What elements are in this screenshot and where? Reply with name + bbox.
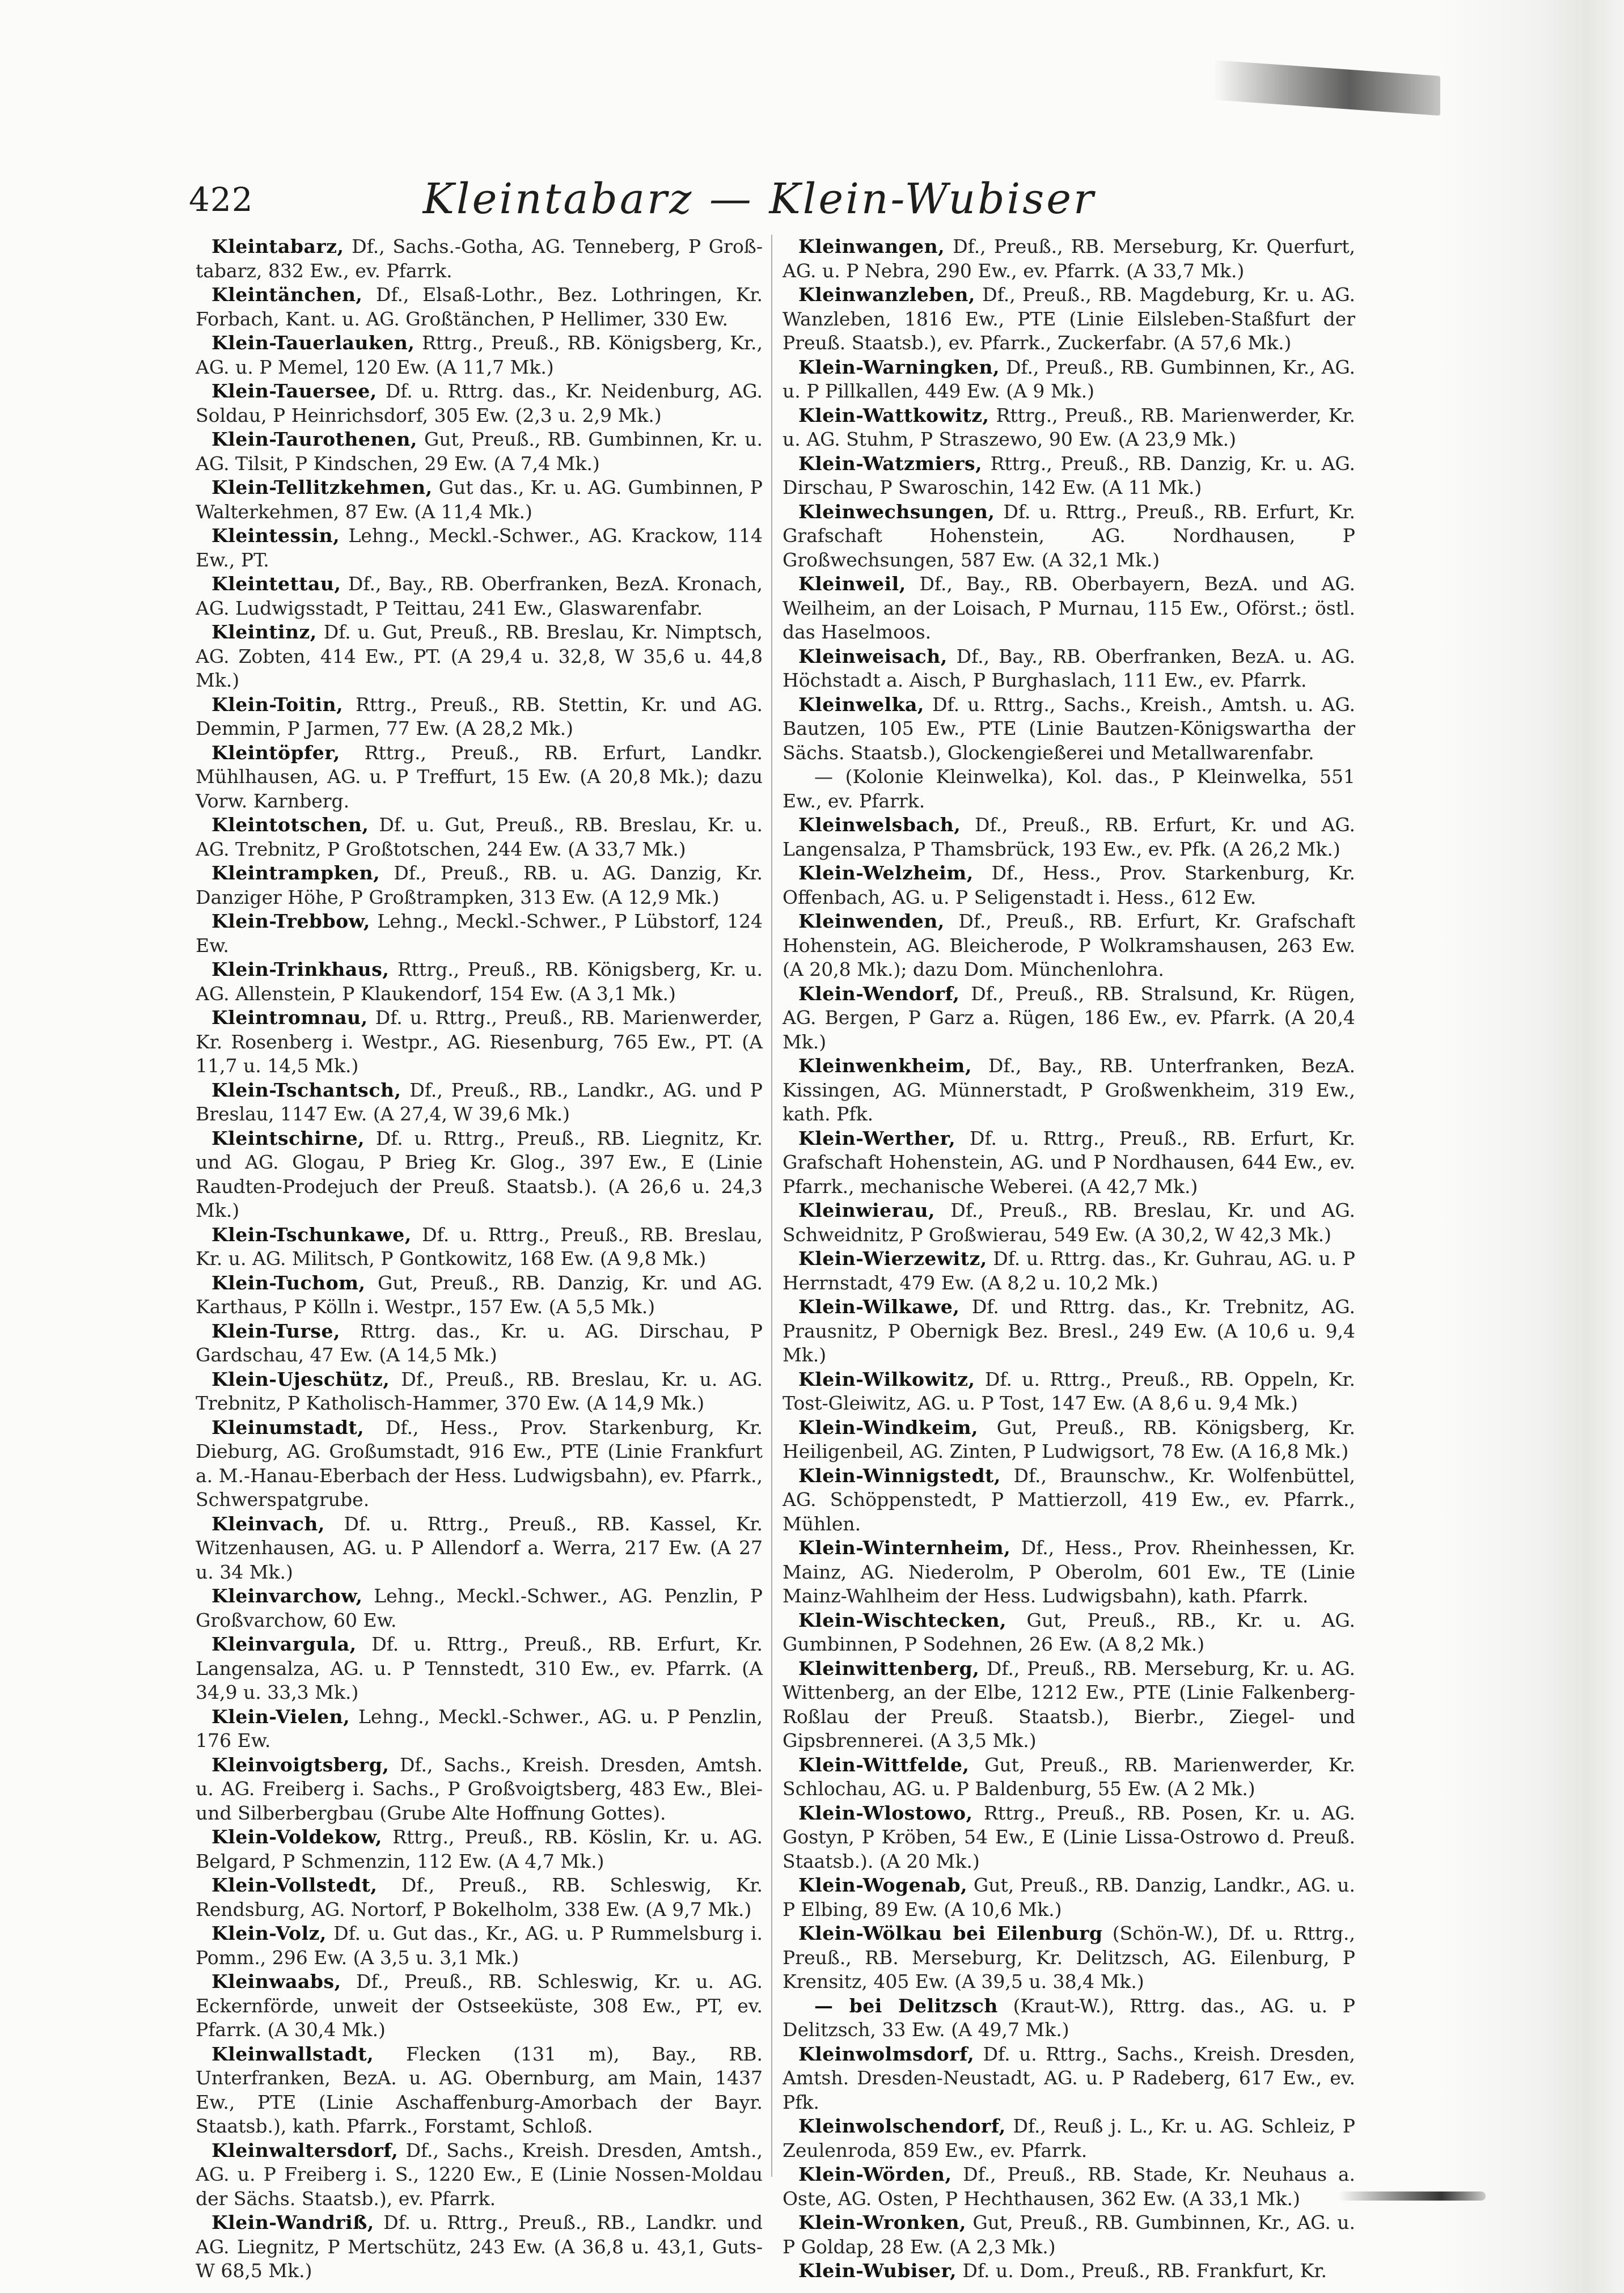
entry-body: Df., Braunschw., Kr. Wolfenbüttel, AG. Schöppenstedt, P Mattierzoll, 419 Ew., ev. Pfarrk., Mühlen. — [783, 1464, 1355, 1535]
entry-headword: Klein-Vielen, — [212, 1705, 350, 1728]
gazetteer-entry — [783, 2163, 1355, 2211]
right-column — [783, 235, 1356, 2282]
entry-body: Lehng., Meckl.-Schwer., AG. Penzlin, P Großvarchow, 60 Ew. — [196, 1585, 763, 1631]
entry-body: Df. u. Rttrg., Preuß., RB. Kassel, Kr. Witzenhausen, AG. u. P Allendorf a. Werra, 217 Ew. (A 27 u. 34 Mk.) — [196, 1512, 763, 1583]
gazetteer-entry — [783, 1536, 1355, 1609]
gazetteer-entry — [196, 2139, 763, 2211]
entry-body: Df., Sachs.-Gotha, AG. Tenneberg, P Groß-tabarz, 832 Ew., ev. Pfarrk. — [196, 235, 763, 282]
entry-headword: Klein-Wronken, — [798, 2211, 966, 2233]
page-edge-shadow — [1437, 0, 1624, 2293]
entry-headword: Klein-Voldekow, — [212, 1826, 382, 1848]
gazetteer-entry — [783, 1247, 1355, 1295]
entry-headword: Klein-Wierzewitz, — [798, 1247, 987, 1270]
entry-headword: Klein-Wilkowitz, — [798, 1368, 975, 1390]
entry-body: Df., Preuß., RB. Gumbinnen, Kr., AG. u. P Pillkallen, 449 Ew. (A 9 Mk.) — [783, 356, 1356, 402]
entry-headword: Klein-Wittfelde, — [798, 1753, 970, 1776]
entry-body: Df. u. Gut, Preuß., RB. Breslau, Kr. Nimptsch, AG. Zobten, 414 Ew., PT. (A 29,4 u. 32,8, W 35,6 u. 44,8 Mk.) — [196, 621, 763, 691]
entry-body: Df., Preuß., RB. Erfurt, Kr. Grafschaft Hohenstein, AG. Bleicherode, P Wolkramshausen, 263 Ew. (A 20,8 Mk.); dazu Dom. Münchenlohra. — [783, 910, 1355, 980]
entry-headword: Kleinwangen, — [798, 235, 945, 257]
entry-headword: Kleinwanzleben, — [798, 284, 975, 306]
gazetteer-entry — [196, 1127, 763, 1223]
entry-headword: Klein-Winternheim, — [798, 1537, 1011, 1559]
entry-body: Gut, Preuß., RB. Königsberg, Kr. Heiligenbeil, AG. Zinten, P Ludwigsort, 78 Ew. (A 16,8 Mk.) — [783, 1416, 1355, 1462]
entry-headword: Kleintettau, — [212, 573, 341, 595]
entry-body: (Schön-W.), Df. u. Rttrg., Preuß., RB. Merseburg, Kr. Delitzsch, AG. Eilenburg, P Krensitz, 405 Ew. (A 39,5 u. 38,4 Mk.) — [783, 1922, 1355, 1992]
entry-headword: — bei Delitzsch — [814, 1994, 998, 2017]
entry-body: Df., Reuß j. L., Kr. u. AG. Schleiz, P Zeulenroda, 859 Ew., ev. Pfarrk. — [783, 2115, 1355, 2161]
entry-headword: Kleintromnau, — [212, 1006, 368, 1029]
entry-headword: Kleinvach, — [212, 1512, 325, 1535]
entry-headword: Klein-Wattkowitz, — [798, 404, 989, 426]
entry-body: Gut, Preuß., RB., Kr. u. AG. Gumbinnen, P Sodehnen, 26 Ew. (A 8,2 Mk.) — [783, 1609, 1355, 1655]
entry-body: Rttrg. das., Kr. u. AG. Dirschau, P Gardschau, 47 Ew. (A 14,5 Mk.) — [196, 1319, 763, 1366]
running-title: Kleintabarz — Klein-Wubiser — [422, 175, 1096, 223]
gazetteer-entry — [196, 1271, 763, 1319]
entry-body: Rttrg., Preuß., RB. Danzig, Kr. u. AG. Dirschau, P Swaroschin, 142 Ew. (A 11 Mk.) — [783, 452, 1355, 498]
entry-body: Df., Hess., Prov. Starkenburg, Kr. Offenbach, AG. u. P Seligenstadt i. Hess., 612 Ew. — [783, 862, 1355, 908]
entry-headword: Kleintotschen, — [212, 814, 369, 836]
entry-headword: Klein-Volz, — [212, 1922, 327, 1944]
entry-body: Df. u. Gut das., Kr., AG. u. P Rummelsburg i. Pomm., 296 Ew. (A 3,5 u. 3,1 Mk.) — [196, 1922, 763, 1969]
entry-body: Df. u. Rttrg., Preuß., RB. Oppeln, Kr. Tost-Gleiwitz, AG. u. P Tost, 147 Ew. (A 8,6 u. 9,4 Mk.) — [783, 1368, 1355, 1414]
gazetteer-entry — [196, 693, 763, 741]
entry-body: Df., Preuß., RB. u. AG. Danzig, Kr. Danziger Höhe, P Großtrampken, 313 Ew. (A 12,9 Mk.) — [196, 862, 763, 908]
page-header — [189, 170, 1330, 232]
entry-body: Rttrg., Preuß., RB. Erfurt, Landkr. Mühlhausen, AG. u. P Treffurt, 15 Ew. (A 20,8 Mk.); dazu Vorw. Karnberg. — [196, 741, 763, 812]
gazetteer-entry — [196, 1319, 763, 1368]
left-column — [196, 235, 763, 2282]
entry-body: Df. u. Rttrg., Preuß., RB. Marienwerder, Kr. Rosenberg i. Westpr., AG. Riesenburg, 765 Ew., PT. (A 11,7 u. 14,5 Mk.) — [196, 1006, 763, 1077]
gazetteer-entry — [196, 741, 763, 814]
entry-body: Df., Hess., Prov. Starkenburg, Kr. Dieburg, AG. Großumstadt, 916 Ew., PTE (Linie Frankfurt a. M.-Hanau-Eberbach der Hess. Ludwigsbahn), ev. Pfarrk., Schwerspatgrube. — [196, 1416, 763, 1511]
entry-headword: Klein-Wubiser, — [798, 2260, 957, 2282]
gazetteer-entry — [783, 1295, 1355, 1368]
entry-headword: Klein-Trinkhaus, — [212, 958, 390, 980]
entry-headword: Kleinwenden, — [798, 910, 945, 932]
entry-headword: Klein-Vollstedt, — [212, 1874, 378, 1896]
entry-headword: Klein-Tuchom, — [212, 1271, 366, 1294]
entry-headword: Kleinvarchow, — [212, 1585, 363, 1607]
gazetteer-entry — [783, 1657, 1355, 1753]
gazetteer-entry — [196, 379, 763, 428]
entry-headword: Klein-Tauerlauken, — [212, 332, 415, 354]
gazetteer-entry — [783, 1609, 1355, 1657]
gazetteer-entry — [783, 2114, 1355, 2163]
entry-body: Df., Preuß., RB. Erfurt, Kr. und AG. Langensalza, P Thamsbrück, 193 Ew., ev. Pfk. (A 26,2 Mk.) — [783, 814, 1355, 860]
entry-headword: Klein-Wlostowo, — [798, 1801, 973, 1824]
entry-headword: Klein-Werther, — [798, 1127, 956, 1149]
gazetteer-entry — [196, 958, 763, 1006]
entry-headword: Kleinwaabs, — [212, 1970, 341, 1992]
gazetteer-entry — [783, 765, 1355, 813]
entry-headword: Kleintänchen, — [212, 284, 363, 306]
entry-headword: Kleinwelka, — [798, 693, 924, 716]
page-number: 422 — [189, 180, 253, 219]
entry-headword: Klein-Tschantsch, — [212, 1078, 401, 1101]
entry-body: Df. u. Rttrg., Sachs., Kreish., Amtsh. u. AG. Bautzen, 105 Ew., PTE (Linie Bautzen-Königswartha der Sächs. Staatsb.), Glockengießerei und Metallwarenfabr. — [783, 693, 1355, 764]
column-divider — [771, 235, 772, 2177]
entry-headword: Kleintabarz, — [212, 235, 344, 257]
gazetteer-entry — [783, 235, 1355, 283]
entry-body: Df., Preuß., RB., Landkr., AG. und P Breslau, 1147 Ew. (A 27,4, W 39,6 Mk.) — [196, 1078, 763, 1125]
gazetteer-entry — [196, 1223, 763, 1271]
gazetteer-entry — [783, 693, 1355, 765]
entry-body: Df., Hess., Prov. Rheinhessen, Kr. Mainz, AG. Niederolm, P Oberolm, 601 Ew., TE (Linie Mainz-Wahlheim der Hess. Ludwigsbahn), kath. Pfarrk. — [783, 1537, 1356, 1607]
entry-headword: Kleinwierau, — [798, 1199, 935, 1221]
gazetteer-entry — [783, 2042, 1355, 2115]
gazetteer-entry — [196, 861, 763, 909]
entry-headword: Kleinwaltersdorf, — [212, 2139, 399, 2161]
gazetteer-entry — [783, 452, 1355, 500]
entry-body: Rttrg., Preuß., RB. Königsberg, Kr., AG. u. P Memel, 120 Ew. (A 11,7 Mk.) — [196, 332, 763, 378]
entry-headword: Kleintschirne, — [212, 1127, 365, 1149]
entry-body: Df. und Rttrg. das., Kr. Trebnitz, AG. Prausnitz, P Obernigk Bez. Bresl., 249 Ew. (A 10,6 u. 9,4 Mk.) — [783, 1296, 1355, 1366]
entry-headword: Klein-Watzmiers, — [798, 452, 983, 475]
gazetteer-entry — [196, 1512, 763, 1585]
entry-headword: Kleinumstadt, — [212, 1416, 365, 1439]
entry-body: Df. u. Rttrg., Preuß., RB. Erfurt, Kr. Grafschaft Hohenstein, AG. und P Nordhausen, 644 Ew., ev. Pfarrk., mechanische Weberei. (A 42,7 Mk.) — [783, 1127, 1355, 1198]
gazetteer-entry — [783, 1368, 1355, 1416]
entry-body: Df. u. Gut, Preuß., RB. Breslau, Kr. u. AG. Trebnitz, P Großtotschen, 244 Ew. (A 33,7 Mk.) — [196, 814, 763, 860]
gazetteer-entry — [783, 404, 1355, 452]
gazetteer-entry — [783, 500, 1355, 573]
gazetteer-entry — [783, 1922, 1355, 1994]
entry-body: Df. u. Rttrg. das., Kr. Guhrau, AG. u. P Herrnstadt, 479 Ew. (A 8,2 u. 10,2 Mk.) — [783, 1247, 1355, 1294]
gazetteer-entry — [196, 1632, 763, 1705]
entry-body: Df., Bay., RB. Oberfranken, BezA. Kronach, AG. Ludwigsstadt, P Teittau, 241 Ew., Glaswarenfabr. — [196, 573, 763, 619]
entry-headword: Kleinweil, — [798, 573, 906, 595]
gazetteer-entry — [196, 1368, 763, 1416]
gazetteer-entry — [783, 1464, 1355, 1537]
gazetteer-entry — [196, 1584, 763, 1632]
gazetteer-entry — [196, 1078, 763, 1127]
gazetteer-entry — [783, 982, 1355, 1055]
gazetteer-entry — [783, 861, 1355, 909]
gazetteer-entry — [196, 620, 763, 693]
entry-body: Df., Sachs., Kreish. Dresden, Amtsh. u. AG. Freiberg i. Sachs., P Großvoigtsberg, 483 Ew., Blei- und Silberbergbau (Grube Alte Hoffnung Gottes). — [196, 1753, 763, 1824]
gazetteer-entry — [196, 2211, 763, 2283]
entry-body: Lehng., Meckl.-Schwer., AG. u. P Penzlin, 176 Ew. — [196, 1705, 763, 1752]
scan-artifact-bottom — [1338, 2192, 1486, 2201]
gazetteer-entry — [196, 235, 763, 283]
entry-body: Df., Preuß., RB. Stralsund, Kr. Rügen, AG. Bergen, P Garz a. Rügen, 186 Ew., ev. Pfarrk. (A 20,4 Mk.) — [783, 982, 1355, 1053]
entry-body: Gut, Preuß., RB. Danzig, Kr. und AG. Karthaus, P Kölln i. Westpr., 157 Ew. (A 5,5 Mk.) — [196, 1271, 763, 1318]
entry-body: Df., Preuß., RB. Breslau, Kr. u. AG. Trebnitz, P Katholisch-Hammer, 370 Ew. (A 14,9 Mk.) — [196, 1368, 763, 1414]
entry-headword: Kleintrampken, — [212, 862, 380, 884]
entry-headword: Klein-Toitin, — [212, 693, 344, 716]
entry-body: Df., Sachs., Kreish. Dresden, Amtsh., AG. u. P Freiberg i. S., 1220 Ew., E (Linie Nossen-Moldau der Sächs. Staatsb.), ev. Pfarrk. — [196, 2139, 763, 2210]
entry-body: Df., Elsaß-Lothr., Bez. Lothringen, Kr. Forbach, Kant. u. AG. Großtänchen, P Hellimer, 330 Ew. — [196, 284, 763, 330]
entry-body: Df. u. Rttrg., Sachs., Kreish. Dresden, Amtsh. Dresden-Neustadt, AG. u. P Radeberg, 617 Ew., ev. Pfk. — [783, 2042, 1355, 2113]
gazetteer-entry — [783, 813, 1355, 861]
entry-headword: Kleinwelsbach, — [798, 814, 961, 836]
gazetteer-entry — [783, 1873, 1355, 1922]
entry-body: Rttrg., Preuß., RB. Marienwerder, Kr. u. AG. Stuhm, P Straszewo, 90 Ew. (A 23,9 Mk.) — [783, 404, 1355, 450]
gazetteer-entry — [783, 645, 1355, 693]
gazetteer-entry — [783, 1416, 1355, 1464]
entry-headword: Kleinwallstadt, — [212, 2042, 374, 2065]
entry-body: Df., Bay., RB. Unterfranken, BezA. Kissingen, AG. Münnerstadt, P Großwenkheim, 319 Ew., kath. Pfk. — [783, 1055, 1355, 1125]
gazetteer-entry — [783, 283, 1355, 356]
entry-body: Df., Preuß., RB. Breslau, Kr. und AG. Schweidnitz, P Großwierau, 549 Ew. (A 30,2, W 42,3 Mk.) — [783, 1199, 1355, 1246]
gazetteer-entry — [783, 572, 1355, 645]
entry-body: Df. u. Rttrg., Preuß., RB. Breslau, Kr. u. AG. Militsch, P Gontkowitz, 168 Ew. (A 9,8 Mk.) — [196, 1223, 763, 1270]
entry-headword: Kleintinz, — [212, 621, 317, 643]
entry-headword: Klein-Welzheim, — [798, 862, 974, 884]
entry-body: Df. u. Dom., Preuß., RB. Frankfurt, Kr. — [962, 2260, 1327, 2282]
entry-body: Df. u. Rttrg., Preuß., RB. Liegnitz, Kr. und AG. Glogau, P Brieg Kr. Glog., 397 Ew., E (Linie Raudten-Prodejuch der Preuß. Staatsb.). (A 26,6 u. 24,3 Mk.) — [196, 1127, 763, 1221]
entry-body: — (Kolonie Kleinwelka), Kol. das., P Kleinwelka, 551 Ew., ev. Pfarrk. — [783, 765, 1355, 812]
entry-body: Lehng., Meckl.-Schwer., P Lübstorf, 124 Ew. — [196, 910, 763, 957]
entry-body: Df. u. Rttrg., Preuß., RB. Erfurt, Kr. Langensalza, AG. u. P Tennstedt, 310 Ew., ev. Pfarrk. (A 34,9 u. 33,3 Mk.) — [196, 1633, 763, 1703]
entry-body: Df., Bay., RB. Oberfranken, BezA. u. AG. Höchstadt a. Aisch, P Burghaslach, 111 Ew., ev. Pfarrk. — [783, 645, 1355, 691]
gazetteer-entry — [783, 1199, 1355, 1247]
entry-body: Gut, Preuß., RB. Danzig, Landkr., AG. u. P Elbing, 89 Ew. (A 10,6 Mk.) — [783, 1874, 1355, 1920]
gazetteer-entry — [783, 1054, 1355, 1127]
entry-headword: Kleintessin, — [212, 524, 340, 547]
gazetteer-entry — [196, 1970, 763, 2042]
entry-headword: Kleinwenkheim, — [798, 1055, 972, 1077]
entry-headword: Kleinwolmsdorf, — [798, 2042, 975, 2065]
entry-body: Gut, Preuß., RB. Marienwerder, Kr. Schlochau, AG. u. P Baldenburg, 55 Ew. (A 2 Mk.) — [783, 1753, 1355, 1800]
entry-body: Rttrg., Preuß., RB. Stettin, Kr. und AG. Demmin, P Jarmen, 77 Ew. (A 28,2 Mk.) — [196, 693, 763, 739]
entry-body: Lehng., Meckl.-Schwer., AG. Krackow, 114 Ew., PT. — [196, 524, 763, 571]
entry-headword: Klein-Wogenab, — [798, 1874, 968, 1896]
gazetteer-entry — [783, 356, 1355, 404]
entry-headword: Klein-Tauersee, — [212, 380, 377, 402]
entry-headword: Kleinweisach, — [798, 645, 948, 667]
gazetteer-entry — [196, 524, 763, 572]
entry-headword: Kleinwechsungen, — [798, 500, 995, 523]
entry-body: Rttrg., Preuß., RB. Posen, Kr. u. AG. Gostyn, P Kröben, 54 Ew., E (Linie Lissa-Ostrowo d. Preuß. Staatsb.). (A 20 Mk.) — [783, 1801, 1355, 1872]
gazetteer-entry — [196, 1416, 763, 1512]
gazetteer-entry — [196, 909, 763, 958]
gazetteer-entry — [783, 2259, 1355, 2283]
gazetteer-entry — [783, 1801, 1355, 1874]
entry-headword: Klein-Wörden, — [798, 2163, 952, 2185]
gazetteer-entry — [196, 2042, 763, 2139]
scan-artifact-top — [1213, 60, 1440, 116]
entry-body: Gut, Preuß., RB. Gumbinnen, Kr., AG. u. P Goldap, 28 Ew. (A 2,3 Mk.) — [783, 2211, 1355, 2258]
entry-headword: Klein-Trebbow, — [212, 910, 370, 932]
entry-body: Gut das., Kr. u. AG. Gumbinnen, P Walterkehmen, 87 Ew. (A 11,4 Mk.) — [196, 476, 763, 523]
gazetteer-entry — [196, 1705, 763, 1753]
entry-body: Df. u. Rttrg. das., Kr. Neidenburg, AG. Soldau, P Heinrichsdorf, 305 Ew. (2,3 u. 2,9 Mk.) — [196, 380, 763, 426]
entry-body: Df., Preuß., RB. Merseburg, Kr. Querfurt, AG. u. P Nebra, 290 Ew., ev. Pfarrk. (A 33,7 Mk.) — [783, 235, 1355, 282]
gazetteer-entry — [196, 283, 763, 331]
entry-headword: Klein-Warningken, — [798, 356, 1000, 378]
entry-headword: Klein-Taurothenen, — [212, 428, 417, 450]
gazetteer-entry — [196, 1873, 763, 1922]
gazetteer-entry — [783, 1753, 1355, 1801]
gazetteer-entry — [196, 1753, 763, 1826]
entry-body: Df., Preuß., RB. Schleswig, Kr. Rendsburg, AG. Nortorf, P Bokelholm, 338 Ew. (A 9,7 Mk.) — [196, 1874, 763, 1920]
entry-body: Df., Preuß., RB. Stade, Kr. Neuhaus a. Oste, AG. Osten, P Hechthausen, 362 Ew. (A 33,1 Mk.) — [783, 2163, 1355, 2210]
gazetteer-entry — [783, 2211, 1355, 2259]
gazetteer-entry — [196, 572, 763, 620]
entry-headword: Klein-Wischtecken, — [798, 1609, 1006, 1631]
entry-headword: Klein-Windkeim, — [798, 1416, 979, 1439]
entry-body: Df., Preuß., RB. Magdeburg, Kr. u. AG. Wanzleben, 1816 Ew., PTE (Linie Eilsleben-Staßfurt der Preuß. Staatsb.), ev. Pfarrk., Zuckerfabr. (A 57,6 Mk.) — [783, 284, 1355, 354]
entry-headword: Klein-Wilkawe, — [798, 1296, 960, 1318]
gazetteer-entry — [196, 1825, 763, 1873]
entry-body: Df., Bay., RB. Oberbayern, BezA. und AG. Weilheim, an der Loisach, P Murnau, 115 Ew., Oförst.; östl. das Haselmoos. — [783, 573, 1355, 643]
gazetteer-entry — [196, 1006, 763, 1078]
entry-headword: Kleinvargula, — [212, 1633, 357, 1655]
gazetteer-entry — [196, 1922, 763, 1970]
gazetteer-entry — [196, 428, 763, 476]
entry-body: Rttrg., Preuß., RB. Köslin, Kr. u. AG. Belgard, P Schmenzin, 112 Ew. (A 4,7 Mk.) — [196, 1826, 763, 1872]
entry-headword: Klein-Wandriß, — [212, 2211, 374, 2233]
gazetteer-entry — [783, 909, 1355, 982]
entry-headword: Klein-Ujeschütz, — [212, 1368, 390, 1390]
entry-body: Df., Preuß., RB. Merseburg, Kr. u. AG. Wittenberg, an der Elbe, 1212 Ew., PTE (Linie Falkenberg-Roßlau der Preuß. Staatsb.), Bierbr., Ziegel- und Gipsbrennerei. (A 3,5 Mk.) — [783, 1657, 1355, 1752]
gazetteer-entry — [783, 1994, 1355, 2042]
entry-body: Gut, Preuß., RB. Gumbinnen, Kr. u. AG. Tilsit, P Kindschen, 29 Ew. (A 7,4 Mk.) — [196, 428, 763, 475]
entry-body: Flecken (131 m), Bay., RB. Unterfranken, BezA. u. AG. Obernburg, am Main, 1437 Ew., PTE (Linie Aschaffenburg-Amorbach der Bayr. Staatsb.), kath. Pfarrk., Forstamt, Schloß. — [196, 2042, 763, 2137]
entry-body: Rttrg., Preuß., RB. Königsberg, Kr. u. AG. Allenstein, P Klaukendorf, 154 Ew. (A 3,1 Mk.) — [196, 958, 763, 1005]
entry-body: (Kraut-W.), Rttrg. das., AG. u. P Delitzsch, 33 Ew. (A 49,7 Mk.) — [783, 1994, 1356, 2041]
gazetteer-entry — [783, 1127, 1355, 1199]
entry-headword: Kleinvoigtsberg, — [212, 1753, 390, 1776]
entry-headword: Klein-Turse, — [212, 1319, 340, 1342]
gazetteer-entry — [196, 476, 763, 524]
entry-headword: Kleintöpfer, — [212, 741, 340, 764]
entry-body: Df., Preuß., RB. Schleswig, Kr. u. AG. Eckernförde, unweit der Ostseeküste, 308 Ew., PT, ev. Pfarrk. (A 30,4 Mk.) — [196, 1970, 763, 2041]
entry-body: Df. u. Rttrg., Preuß., RB. Erfurt, Kr. Grafschaft Hohenstein, AG. Nordhausen, P Großwechsungen, 587 Ew. (A 32,1 Mk.) — [783, 500, 1356, 571]
gazetteer-entry — [196, 331, 763, 379]
entry-headword: Kleinwolschendorf, — [798, 2115, 1006, 2137]
entry-headword: Klein-Winnigstedt, — [798, 1464, 1001, 1487]
entry-headword: Klein-Tschunkawe, — [212, 1223, 412, 1246]
entry-headword: Kleinwittenberg, — [798, 1657, 980, 1679]
entry-headword: Klein-Wölkau bei Eilenburg — [798, 1922, 1103, 1944]
entry-body: Df. u. Rttrg., Preuß., RB., Landkr. und AG. Liegnitz, P Mertschütz, 243 Ew. (A 36,8 u. 43,1, Guts-W 68,5 Mk.) — [196, 2211, 763, 2282]
entry-headword: Klein-Tellitzkehmen, — [212, 476, 433, 498]
entry-headword: Klein-Wendorf, — [798, 982, 960, 1005]
gazetteer-entry — [196, 813, 763, 861]
